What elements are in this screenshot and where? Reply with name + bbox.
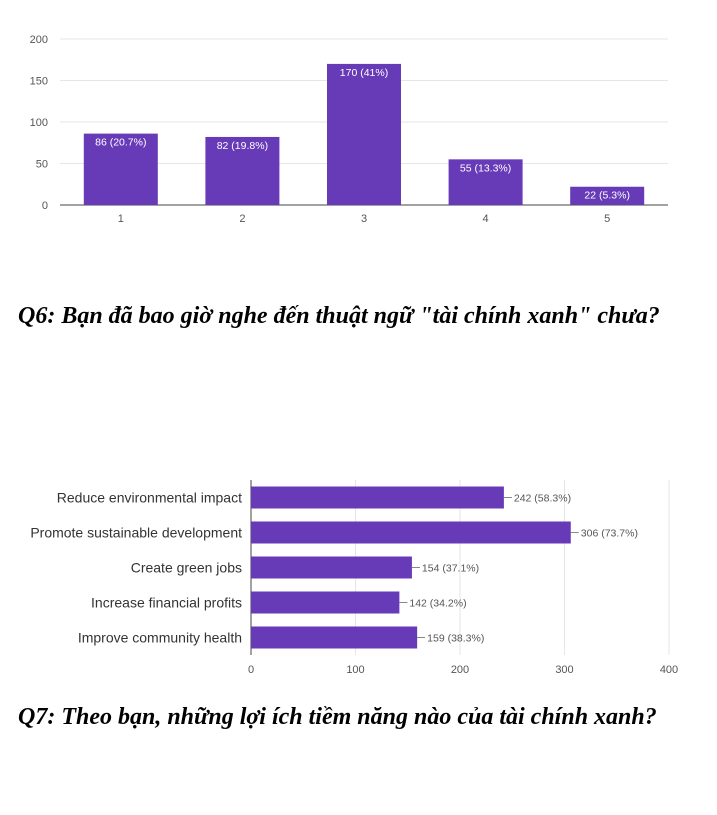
benefits-bar-chart — [0, 470, 717, 685]
bar-data-label: 170 (41%) — [339, 66, 389, 79]
category-label: Increase financial profits — [91, 594, 242, 611]
bar-data-label: 154 (37.1%) — [421, 562, 480, 575]
x-tick-label: 300 — [555, 664, 574, 676]
x-tick-label: 1 — [117, 213, 124, 225]
bar-data-label: 306 (73.7%) — [580, 527, 638, 540]
x-tick-label: 2 — [239, 213, 246, 225]
y-tick-label: 150 — [29, 75, 48, 88]
rating-bar-chart — [0, 0, 717, 250]
bar-data-label: 142 (34.2%) — [409, 597, 467, 610]
bar-data-label: 82 (19.8%) — [216, 139, 269, 152]
x-tick-label: 4 — [482, 213, 489, 225]
x-tick-label: 400 — [659, 664, 679, 676]
bar — [251, 522, 571, 544]
x-tick-label: 100 — [346, 664, 365, 676]
bar — [251, 627, 417, 649]
y-tick-label: 200 — [29, 34, 48, 46]
x-tick-label: 0 — [247, 664, 255, 676]
y-tick-label: 100 — [29, 117, 48, 129]
y-tick-label: 50 — [35, 158, 48, 171]
bar — [251, 487, 504, 509]
bar — [251, 557, 412, 579]
bar-data-label: 55 (13.3%) — [459, 162, 512, 175]
bar-data-label: 159 (38.3%) — [427, 632, 485, 645]
bar-data-label: 242 (58.3%) — [513, 492, 572, 505]
y-tick-label: 0 — [41, 200, 48, 212]
category-label: Reduce environmental impact — [56, 489, 242, 506]
bar — [251, 592, 399, 614]
x-tick-label: 3 — [360, 213, 368, 225]
question-6-title: Q6: Bạn đã bao giờ nghe đến thuật ngữ "tài chính xanh" chưa? — [18, 303, 660, 329]
bar-data-label: 86 (20.7%) — [95, 136, 147, 149]
x-tick-label: 200 — [450, 664, 470, 676]
category-label: Promote sustainable development — [30, 524, 242, 541]
question-7-title: Q7: Theo bạn, những lợi ích tiềm năng nào của tài chính xanh? — [18, 704, 657, 730]
x-tick-label: 5 — [604, 213, 611, 225]
category-label: Improve community health — [77, 629, 242, 646]
category-label: Create green jobs — [130, 559, 242, 576]
bar-data-label: 22 (5.3%) — [584, 189, 630, 202]
bar — [327, 64, 401, 205]
